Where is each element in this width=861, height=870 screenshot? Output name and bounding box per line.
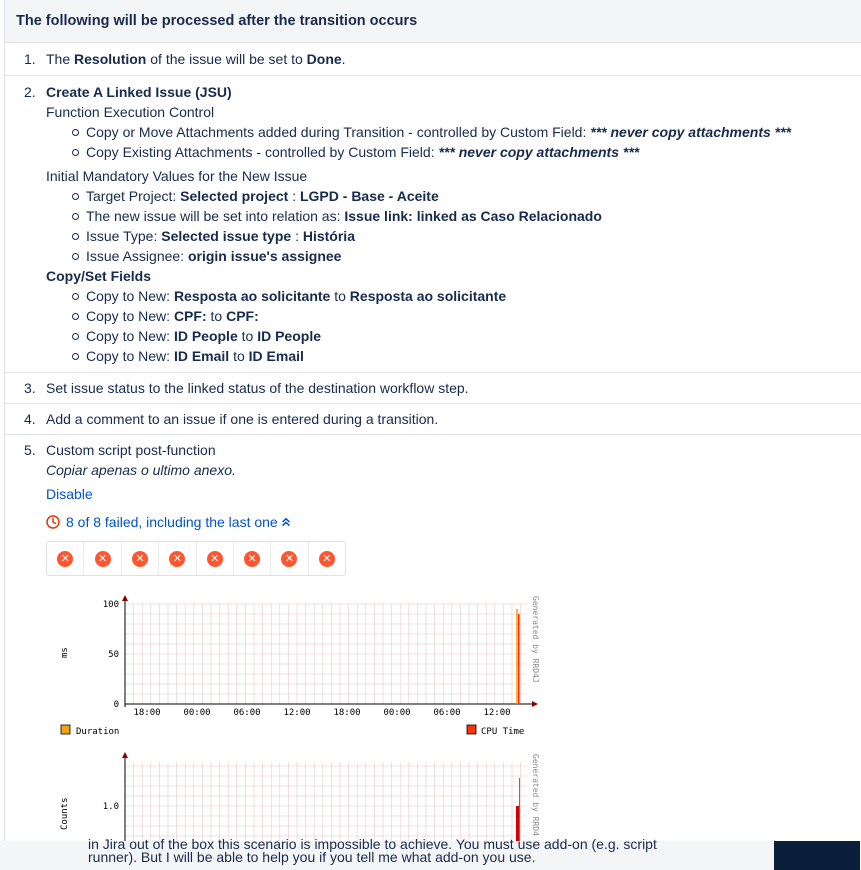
step-text: The — [46, 51, 75, 67]
x-tick-label: 18:00 — [333, 708, 361, 718]
y-axis-arrow — [122, 752, 128, 758]
execution-entry[interactable] — [47, 542, 84, 575]
x-axis-arrow — [532, 701, 538, 707]
y-tick-label: 100 — [102, 600, 119, 610]
x-tick-label: 18:00 — [133, 708, 161, 718]
panel-title: The following will be processed after the transition occurs — [5, 0, 861, 43]
list-item: Copy Existing Attachments - controlled by Custom Field: *** never copy attachments *** — [70, 142, 861, 162]
error-icon: ✕ — [132, 551, 148, 567]
step-4 — [5, 404, 861, 435]
y-axis-label: ms — [60, 647, 70, 658]
chevron-double-up-icon — [281, 517, 291, 527]
list-item: The new issue will be set into relation as: Issue link: linked as Caso Relacionado — [70, 206, 861, 226]
side-label: Generated by RRD4 — [531, 754, 540, 836]
x-tick-label: 06:00 — [233, 708, 261, 718]
step-text: Add a comment to an issue if one is entered during a transition. — [46, 411, 439, 427]
step-3 — [5, 373, 861, 404]
fec-list — [46, 122, 861, 162]
x-tick-label: 00:00 — [183, 708, 211, 718]
clock-icon — [46, 515, 60, 529]
x-tick-label: 00:00 — [383, 708, 411, 718]
step-number: 2. — [24, 84, 36, 100]
list-item: Target Project: Selected project : LGPD - Base - Aceite — [70, 186, 861, 206]
step-2 — [5, 76, 861, 373]
y-tick-label: 50 — [108, 650, 119, 660]
execution-history — [46, 541, 346, 576]
failed-summary-text: 8 of 8 failed, including the last one — [66, 514, 278, 530]
list-item: Copy to New: ID People to ID People — [70, 326, 861, 346]
error-icon: ✕ — [319, 551, 335, 567]
step-1 — [5, 43, 861, 76]
post-functions-panel — [4, 0, 861, 841]
step-description: Copiar apenas o ultimo anexo. — [46, 462, 236, 478]
background-dark-block — [774, 841, 860, 870]
y-tick-label: 1.0 — [102, 802, 119, 812]
copy-list — [46, 286, 861, 366]
list-item: Copy to New: Resposta ao solicitante to Resposta ao solicitante — [70, 286, 861, 306]
legend-duration-swatch — [61, 725, 70, 734]
field-name: Resolution — [74, 51, 147, 67]
duration-chart — [49, 588, 549, 740]
step-number: 5. — [24, 442, 36, 458]
error-icon: ✕ — [281, 551, 297, 567]
execution-entry[interactable] — [197, 542, 234, 575]
list-item: Copy to New: CPF: to CPF: — [70, 306, 861, 326]
step-text: . — [341, 51, 346, 67]
x-tick-label: 06:00 — [433, 708, 461, 718]
background-text: runner). But I will be able to help you if you tell me what add-on you use. — [88, 849, 536, 865]
execution-entry[interactable] — [159, 542, 196, 575]
failed-summary-toggle[interactable] — [46, 512, 861, 532]
list-item: Copy or Move Attachments added during Transition - controlled by Custom Field: *** never copy attachments *** — [70, 122, 861, 142]
error-icon: ✕ — [244, 551, 260, 567]
legend-cpu-label: CPU Time — [481, 727, 525, 737]
background-text-top — [88, 836, 657, 842]
section-label: Initial Mandatory Values for the New Issue — [46, 168, 308, 184]
side-label: Generated by RRD4J — [531, 596, 540, 683]
execution-entry[interactable] — [234, 542, 271, 575]
disable-link[interactable]: Disable — [46, 486, 93, 502]
error-icon: ✕ — [207, 551, 223, 567]
list-item: Copy to New: ID Email to ID Email — [70, 346, 861, 366]
execution-entry[interactable] — [271, 542, 308, 575]
section-label: Function Execution Control — [46, 104, 215, 120]
error-icon: ✕ — [169, 551, 185, 567]
x-tick-label: 12:00 — [283, 708, 311, 718]
execution-entry[interactable] — [309, 542, 345, 575]
y-tick-label: 0 — [113, 700, 119, 710]
legend-duration-label: Duration — [76, 727, 120, 737]
step-text: Set issue status to the linked status of the destination workflow step. — [46, 380, 469, 396]
legend-cpu-swatch — [467, 725, 476, 734]
step-number: 3. — [24, 380, 36, 396]
step-text: of the issue will be set to — [146, 51, 307, 67]
section-label: Copy/Set Fields — [46, 268, 152, 284]
list-item: Issue Type: Selected issue type : História — [70, 226, 861, 246]
y-axis-arrow — [122, 595, 128, 601]
error-icon: ✕ — [95, 551, 111, 567]
step-5 — [5, 435, 861, 582]
step-number: 1. — [24, 51, 36, 67]
step-title: Create A Linked Issue (JSU) — [46, 84, 232, 100]
field-value: Done — [306, 51, 342, 67]
list-item: Issue Assignee: origin issue's assignee — [70, 246, 861, 266]
imv-list — [46, 186, 861, 266]
error-icon: ✕ — [57, 551, 73, 567]
execution-entry[interactable] — [84, 542, 121, 575]
counts-chart — [49, 750, 549, 841]
y-axis-label: Counts — [60, 797, 70, 830]
step-number: 4. — [24, 411, 36, 427]
x-tick-label: 12:00 — [483, 708, 511, 718]
step-title: Custom script post-function — [46, 442, 216, 458]
execution-entry[interactable] — [122, 542, 159, 575]
